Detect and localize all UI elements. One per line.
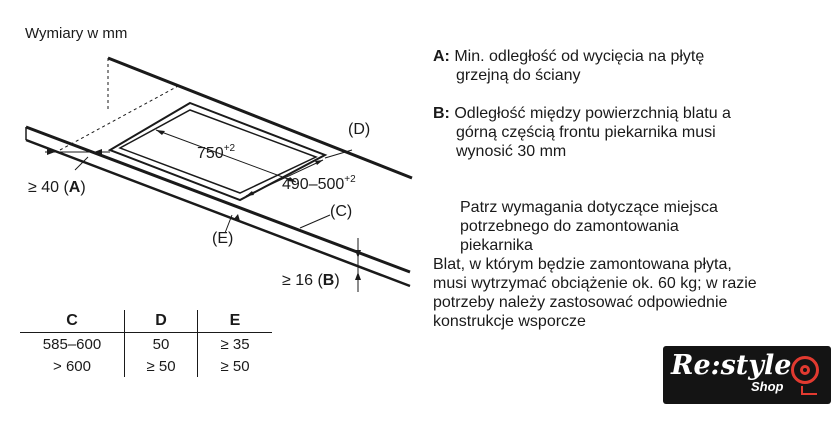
table-cell: 50: [125, 333, 198, 356]
width-dimension-label: $750^{+2}$: [197, 143, 236, 162]
note-blat-line3: potrzeby należy zastosować odpowiednie: [433, 294, 728, 311]
table-row: [20, 333, 272, 356]
at-sign-icon: [791, 356, 819, 384]
table-header-row: [20, 310, 272, 333]
table-cell: ≥ 50: [198, 355, 273, 377]
note-a: [433, 47, 704, 85]
label-b: ≥ 16 (B): [282, 272, 340, 289]
table-cell: > 600: [53, 357, 91, 375]
label-a: ≥ 40 (A): [28, 179, 86, 196]
hidden-edge: [60, 85, 180, 150]
note-countertop-load: [433, 255, 757, 331]
table-header-d: D: [125, 310, 198, 333]
cutout-diagram: [0, 0, 420, 310]
table-header-c: C: [66, 312, 78, 329]
note-b-line3: wynosić 30 mm: [456, 143, 567, 160]
width-dimension-line: [156, 130, 296, 182]
label-d: (D): [348, 121, 371, 138]
note-a-line2: grzejną do ściany: [456, 67, 581, 84]
table-header-e: E: [198, 310, 273, 333]
depth-dimension-label: $490-500^{+2}$: [282, 174, 356, 193]
note-oven-requirements: [460, 198, 718, 255]
dimensions-table: [20, 310, 272, 377]
note-blat-line1: Blat, w którym będzie zamontowana płyta,: [433, 256, 732, 273]
note-b: [433, 104, 731, 161]
arrow-head: [233, 214, 240, 221]
label-c: (C): [330, 203, 353, 220]
table-cell: ≥ 35: [198, 333, 273, 356]
note-p-line3: piekarnika: [460, 237, 533, 254]
label-e: (E): [212, 230, 234, 247]
arrow-head: [156, 130, 165, 135]
c-leader: [300, 215, 330, 228]
arrow-head: [355, 272, 361, 280]
note-b-key: B:: [433, 105, 450, 122]
note-a-line1: Min. odległość od wycięcia na płytę: [454, 48, 705, 65]
units-label: Wymiary w mm: [25, 25, 128, 42]
cart-icon: [801, 386, 817, 395]
note-p-line2: potrzebnego do zamontowania: [460, 218, 679, 235]
arrow-head: [246, 191, 254, 196]
note-b-line2: górną częścią frontu piekarnika musi: [456, 124, 716, 141]
note-b-line1: Odległość między powierzchnią blatu a: [454, 105, 731, 122]
logo-wordmark: Re:style: [671, 350, 792, 381]
note-a-key: A:: [433, 48, 450, 65]
logo-subtext: Shop: [751, 379, 784, 394]
table-row: [20, 355, 272, 377]
table-cell: 585–600: [42, 335, 102, 353]
note-blat-line4: konstrukcje wsporcze: [433, 313, 586, 330]
note-blat-line2: musi wytrzymać obciążenie ok. 60 kg; w razie: [433, 275, 757, 292]
note-p-line1: Patrz wymagania dotyczące miejsca: [460, 199, 718, 216]
restyle-shop-logo: [663, 346, 831, 404]
table-cell: ≥ 50: [125, 355, 198, 377]
